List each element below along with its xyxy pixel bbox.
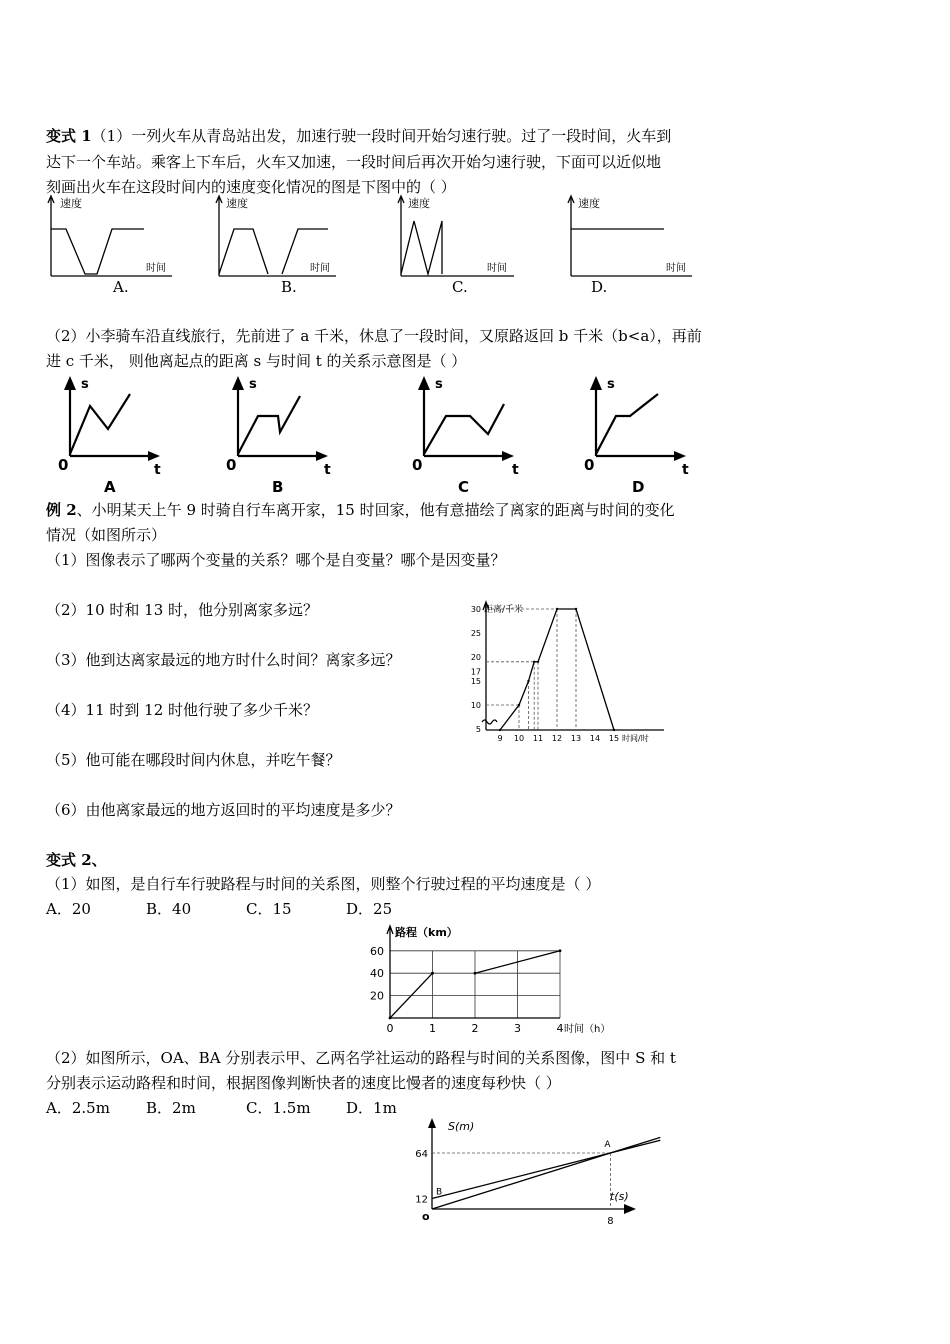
x-label: 时间 — [666, 263, 686, 274]
y-tick-label: 30 — [470, 605, 481, 614]
option-b: B．40 — [146, 900, 192, 918]
option-label: C — [458, 478, 470, 496]
y-axis-label: 路程（km） — [395, 926, 458, 939]
x-axis-label: t(s) — [610, 1190, 629, 1203]
x-label: t — [154, 462, 161, 478]
example2-line2: 情况（如图所示） — [46, 526, 167, 544]
x-label: 时间 — [487, 263, 507, 274]
example2-label: 例 2 — [46, 501, 77, 519]
x-tick-label: 2 — [471, 1022, 479, 1035]
x-label: t — [512, 462, 519, 478]
y-tick-label: 20 — [470, 653, 481, 662]
option-label: D — [632, 478, 645, 496]
option-b: B. — [281, 278, 297, 296]
speed-graph-a — [44, 194, 184, 280]
y-label: s — [81, 377, 89, 392]
variant2-q2-line1: （2）如图所示，OA、BA 分别表示甲、乙两名学社运动的路程与时间的关系图像，图中 S 和 t — [46, 1049, 676, 1067]
data-point — [431, 972, 434, 975]
x-tick-label: 10 — [513, 734, 525, 743]
origin-label: 0 — [58, 456, 69, 474]
x-tick-label: 4 — [556, 1022, 564, 1035]
x-tick-label: 3 — [514, 1022, 521, 1035]
x-tick-label: 8 — [607, 1216, 614, 1227]
y-label: 速度 — [226, 197, 248, 210]
variant1-q2-line2: 进 c 千米， 则他离起点的距离 s 与时间 t 的关系示意图是（ ） — [46, 352, 467, 370]
data-point — [527, 680, 529, 682]
y-axis-label: 距离/千米 — [484, 605, 524, 615]
data-point — [499, 729, 501, 731]
point-label: B — [436, 1187, 443, 1198]
option-a: A．20 — [46, 900, 91, 918]
data-point — [537, 661, 539, 663]
y-label: 速度 — [60, 197, 82, 210]
distance-time-chart — [460, 596, 675, 748]
speed-graph-b — [212, 194, 352, 280]
origin-label: o — [422, 1210, 430, 1223]
variant2-q2-line2: 分别表示运动路程和时间，根据图像判断快者的速度比慢者的速度每秒快（ ） — [46, 1074, 561, 1092]
y-tick-label: 15 — [470, 677, 481, 686]
data-point — [474, 972, 477, 975]
option-a: A. — [113, 278, 129, 296]
example2-question: （4）11 时到 12 时他行驶了多少千米？ — [46, 701, 319, 719]
x-label: 时间 — [310, 263, 330, 274]
x-tick-label: 15 — [608, 734, 620, 743]
data-point — [556, 608, 558, 610]
data-point — [533, 661, 535, 663]
example2-question: （1）图像表示了哪两个变量的关系？哪个是自变量？哪个是因变量？ — [46, 551, 506, 569]
data-point — [389, 1017, 392, 1020]
example2-question: （5）他可能在哪段时间内休息，并吃午餐？ — [46, 751, 341, 769]
y-axis-arrow — [428, 1118, 436, 1128]
option-d: D．25 — [346, 900, 393, 918]
option-d: D. — [591, 278, 608, 296]
y-tick-label: 60 — [370, 944, 384, 958]
x-label: t — [682, 462, 689, 478]
y-label: s — [435, 377, 443, 392]
x-tick-label: 11 — [532, 734, 544, 743]
example2-line1: 例 2、小明某天上午 9 时骑自行车离开家，15 时回家，他有意描绘了离家的距离与时间的变化 — [46, 501, 675, 519]
x-tick-label: 0 — [386, 1022, 394, 1035]
distance-graph-b — [224, 374, 344, 496]
data-point — [575, 608, 577, 610]
option-c: C. — [452, 278, 468, 296]
y-tick-label: 64 — [415, 1149, 428, 1160]
example2-question: （3）他到达离家最远的地方时什么时间？离家多远？ — [46, 651, 401, 669]
x-tick-label: 1 — [429, 1022, 436, 1035]
x-tick-label: 12 — [551, 734, 563, 743]
option-d: D．1m — [346, 1099, 397, 1117]
x-label: 时间 — [146, 263, 166, 274]
variant2-q1: （1）如图，是自行车行驶路程与时间的关系图，则整个行驶过程的平均速度是（ ） — [46, 875, 601, 893]
y-tick-label: 12 — [415, 1194, 428, 1206]
variant2-label: 变式 2、 — [46, 851, 107, 869]
variant1-q1-line3: 刻画出火车在这段时间内的速度变化情况的图是下图中的（ ） — [46, 178, 456, 196]
x-label: t — [324, 462, 331, 478]
variant1-q2-line1: （2）小李骑车沿直线旅行，先前进了 a 千米，休息了一段时间，又原路返回 b 千米（b<a），再前 — [46, 327, 702, 345]
option-c: C．1.5m — [246, 1099, 311, 1117]
origin-label: 0 — [584, 456, 595, 474]
variant1-q1-line1: 变式 1（1）一列火车从青岛站出发，加速行驶一段时间开始匀速行驶。过了一段时间，火车到 — [46, 127, 672, 145]
y-tick-label: 40 — [370, 967, 384, 981]
data-point — [559, 949, 562, 952]
point-label: A — [604, 1140, 611, 1150]
option-label: A — [104, 478, 116, 496]
origin-label: 0 — [412, 456, 423, 474]
y-tick-label: 25 — [470, 629, 481, 638]
y-tick-label: 10 — [470, 701, 481, 710]
data-point — [613, 729, 615, 731]
option-b: B．2m — [146, 1099, 196, 1117]
example2-question: （6）由他离家最远的地方返回时的平均速度是多少？ — [46, 801, 401, 819]
y-tick-label: 5 — [475, 725, 481, 734]
y-axis-label: S(m) — [448, 1120, 475, 1133]
distance-graph-a — [56, 374, 176, 496]
x-tick-label: 9 — [497, 734, 503, 743]
speed-graph-d — [564, 194, 704, 280]
distance-graph-d — [582, 374, 702, 496]
y-label: s — [607, 377, 615, 392]
y-label: s — [249, 377, 257, 392]
y-label: 速度 — [578, 197, 600, 210]
option-label: B — [272, 478, 284, 496]
variant1-label: 变式 1 — [46, 127, 92, 145]
y-tick-label: 17 — [470, 667, 481, 677]
x-axis-arrow — [624, 1204, 636, 1214]
x-tick-label: 13 — [570, 734, 582, 743]
y-label: 速度 — [408, 197, 430, 210]
x-axis-label: 时间（h） — [564, 1024, 611, 1035]
speed-graph-c — [394, 194, 534, 280]
origin-label: 0 — [226, 456, 237, 474]
x-tick-label: 14 — [589, 734, 601, 743]
variant1-q1-line2: 达下一个车站。乘客上下车后，火车又加速，一段时间后再次开始匀速行驶，下面可以近似地 — [46, 153, 662, 171]
race-distance-chart — [410, 1114, 655, 1230]
option-a: A．2.5m — [46, 1099, 110, 1117]
option-c: C．15 — [246, 900, 292, 918]
example2-question: （2）10 时和 13 时，他分别离家多远？ — [46, 601, 319, 619]
bike-distance-chart — [360, 922, 640, 1034]
x-axis-label: 时间/时 — [622, 734, 649, 743]
y-tick-label: 20 — [370, 989, 384, 1003]
distance-graph-c — [410, 374, 530, 496]
axis-break — [482, 720, 497, 724]
data-point — [518, 704, 520, 706]
